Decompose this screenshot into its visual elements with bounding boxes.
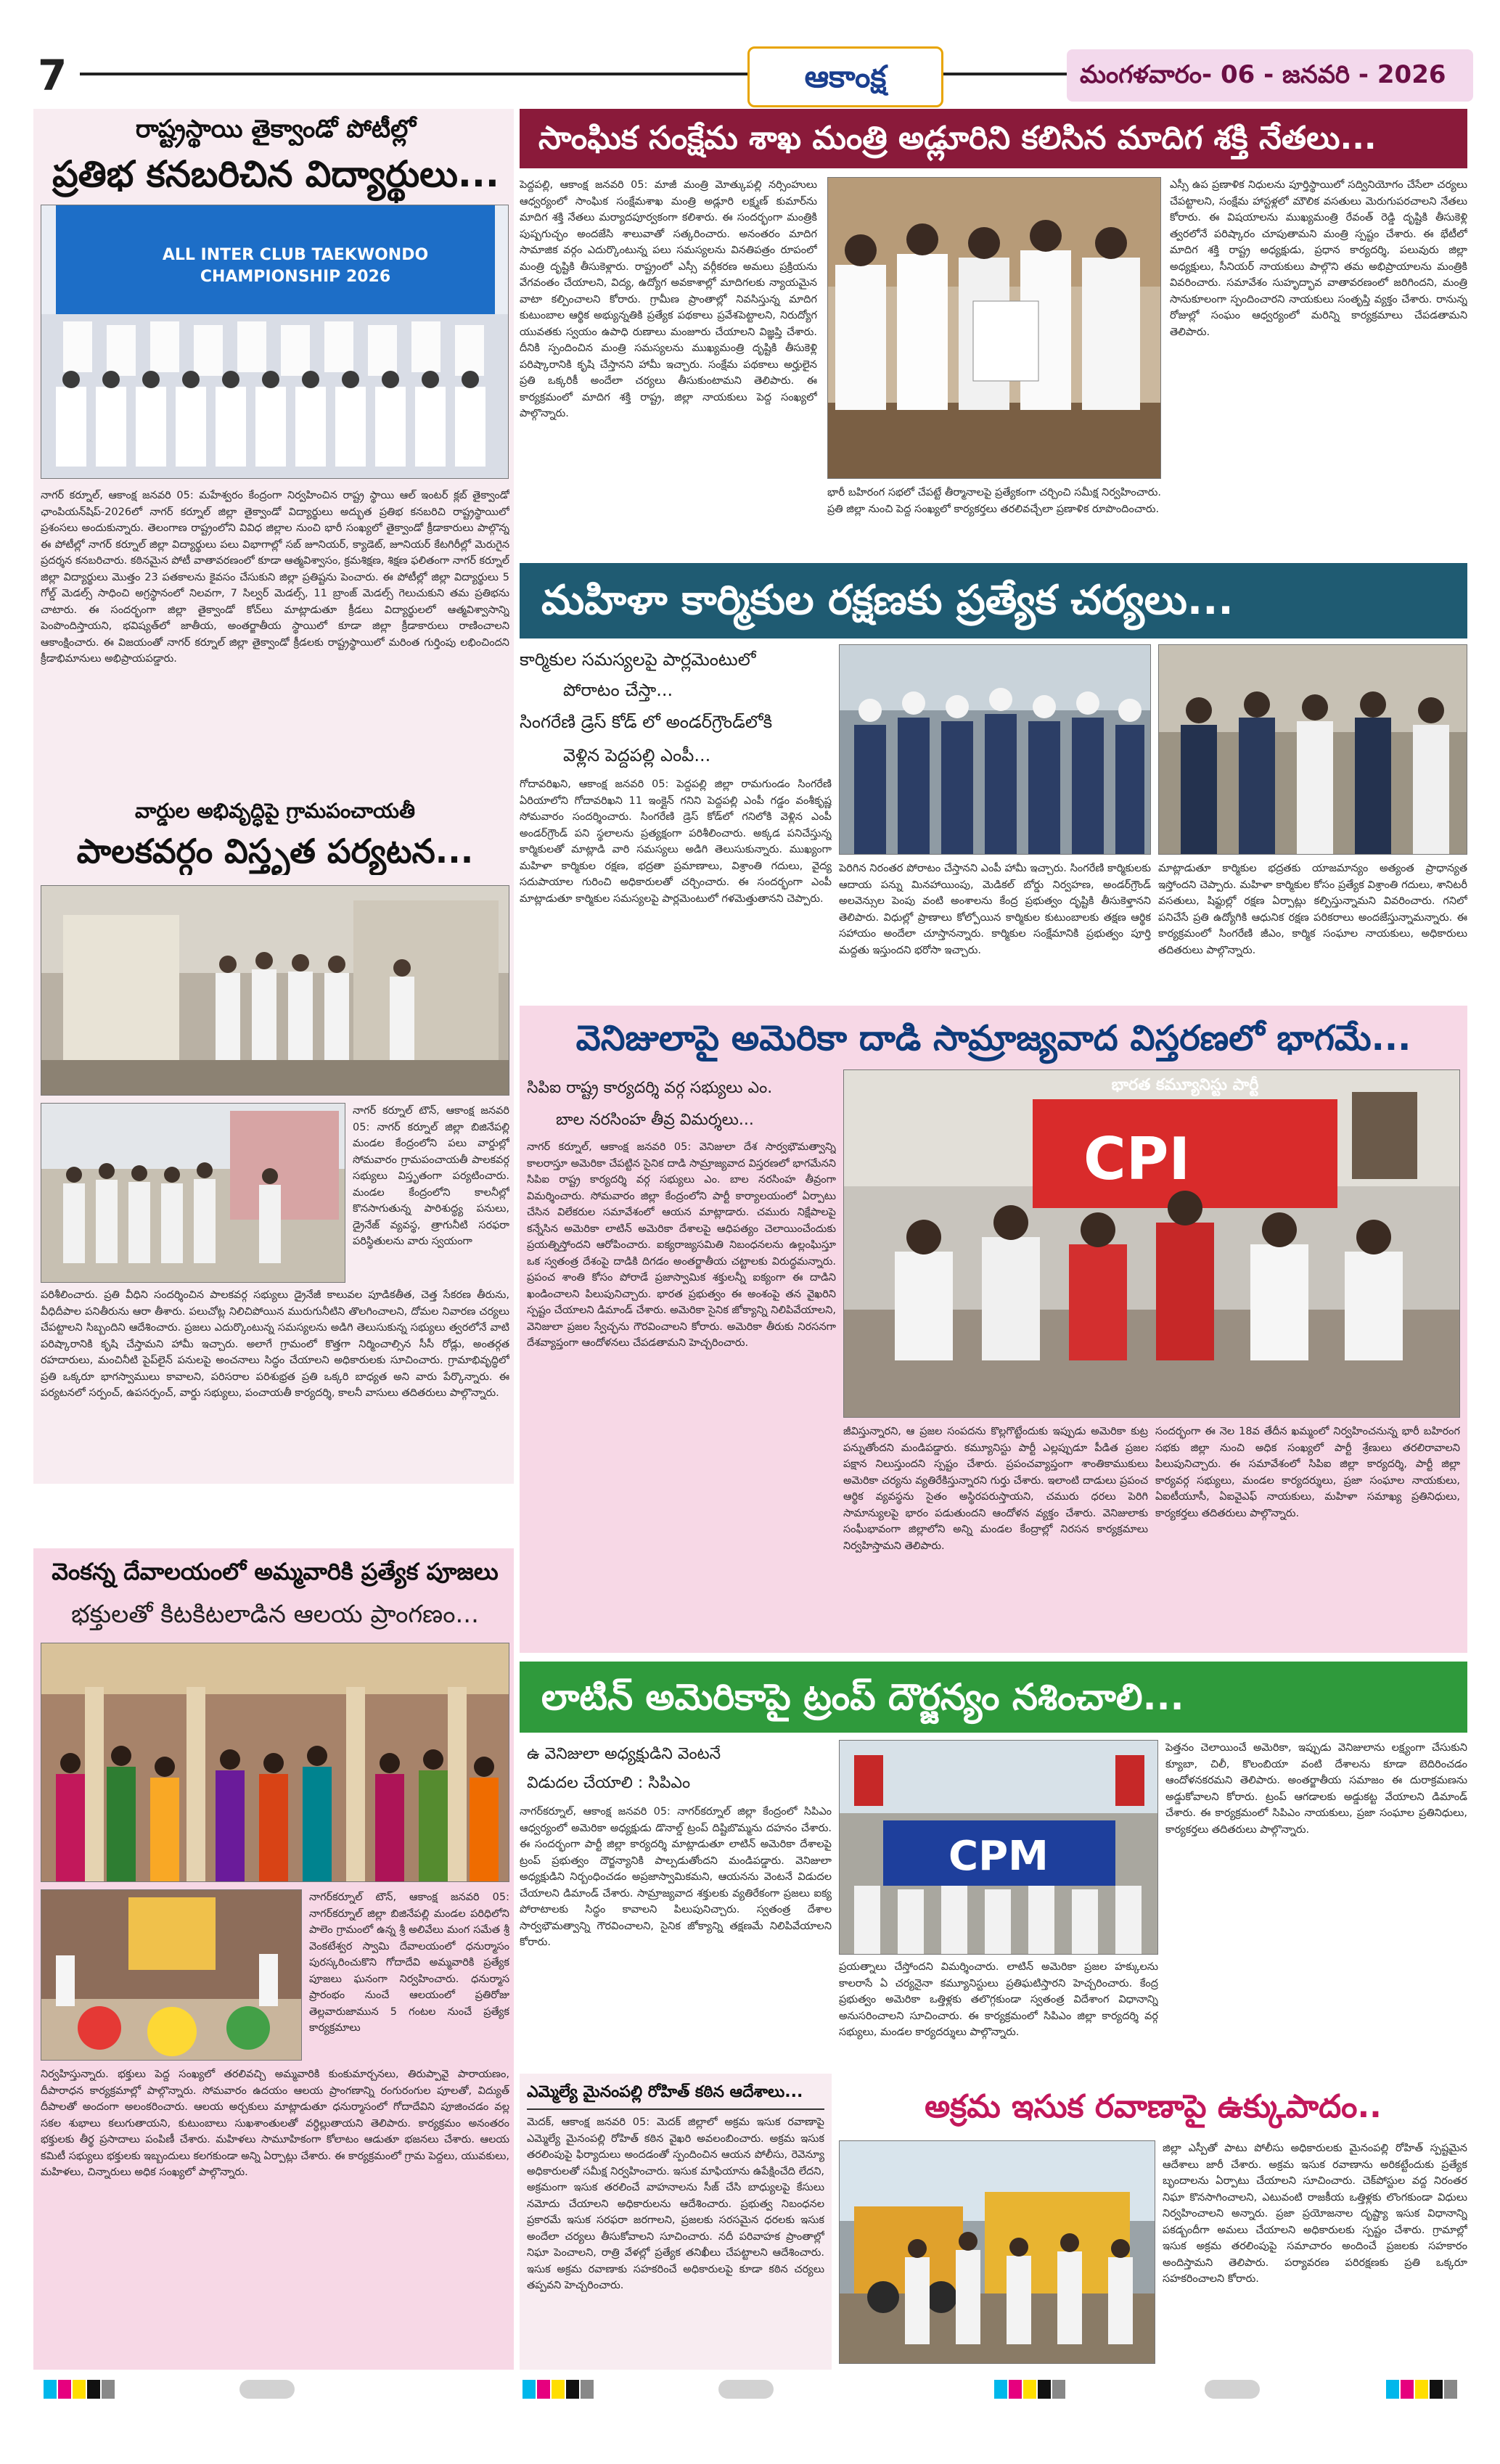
- taekwondo-body: నాగర్ కర్నూల్, ఆకాంక్ష జనవరి 05: మహేశ్వరం కేంద్రంగా నిర్వహించిన రాష్ట్ర స్థాయి ఆల్ ఇంటర్ క్లబ్ తైక్వాండో ఛాంపియన్‌షిప్-2026లో నాగర్ కర్నూల్ జిల్లా తైక్వాండో విద్యార్థులు అద్భుత ప్రతిభ కనబరిచి రాష్ట్రస్థాయిలో ప్రశంసలు అందుకున్నారు. తెలంగాణ రాష్ట్రంలోని వివిధ జిల్లాల నుంచి భారీ సంఖ్యలో తైక్వాండో క్రీడాకారులు పాల్గొన్న ఈ పోటీల్లో నాగర్ కర్నూల్ జిల్లా విద్యార్థులు పలు విభాగాల్లో సబ్ జూనియర్, క్యాడెట్, జూనియర్ కేటగిరీల్లో మెరుగైన ప్రదర్శన కనబరిచారు. కఠినమైన పోటీ వాతావరణంలో కూడా ఆత్మవిశ్వాసం, క్రమశిక్షణ, శిక్షణ ఫలితంగా నాగర్ కర్నూల్ జిల్లా విద్యార్థులు మొత్తం 23 పతకాలను కైవసం చేసుకుని జిల్లా ప్రతిష్టను పెంచారు. ఈ పోటీల్లో జిల్లా విద్యార్థులు 5 గోల్డ్ మెడల్స్ సాధించి అగ్రస్థానంలో నిలవగా, 7 సిల్వర్ మెడల్స్, 11 బ్రాంజ్ మెడల్స్ గెలుచుకుని తమ ప్రతిభను చాటారు. ఈ సందర్భంగా జిల్లా తైక్వాండో కోచ్‌లు మాట్లాడుతూ క్రీడలు విద్యార్థులలో ఆత్మవిశ్వాసాన్ని పెంపొందిస్తాయని, భవిష్యత్‌లో జాతీయ, అంతర్జాతీయ స్థాయిలో కూడా జిల్లా క్రీడాకారులు రాణించాలని ఆకాంక్షించారు. ఈ విజయంతో నాగర్ కర్నూల్ జిల్లా తైక్వాండో క్రీడలకు రాష్ట్రస్థాయిలో మరింత గుర్తింపు లభించిందని క్రీడాభిమానులు అభిప్రాయపడ్డారు.: [41, 490, 509, 665]
- village-body-top: నాగర్ కర్నూల్ టౌన్, ఆకాంక్ష జనవరి 05: నాగర్ కర్నూల్ జిల్లా బిజినేపల్లి మండల కేంద్రంలోని పలు వార్డుల్లో సోమవారం గ్రామపంచాయతీ పాలకవర్గ సభ్యులు విస్తృతంగా పర్యటించారు. మండల కేంద్రంలోని కాలనీల్లో కొనసాగుతున్న పారిశుద్ధ్య పనులు, డ్రైనేజ్ వ్యవస్థ, త్రాగునీటి సరఫరా పరిస్థితులను వారు స్వయంగా: [353, 1105, 509, 1247]
- sand-photo: [839, 2140, 1155, 2364]
- footer-registration-strip: [44, 2380, 1466, 2409]
- venezuela-body-right: సందర్భంగా ఈ నెల 18వ తేదీన ఖమ్మంలో నిర్వహించనున్న భారీ బహిరంగ సభకు జిల్లా నుంచి అధిక సంఖ్యలో పార్టీ శ్రేణులు తరలిరావాలని పిలుపునిచ్చారు. ఈ సమావేశంలో సిపిఐ జిల్లా కార్యదర్శి, పార్టీ జిల్లా కార్యవర్గ సభ్యులు, మండల కార్యదర్శులు, ప్రజా సంఘాల నాయకులు, ఏఐటీయూసీ, ఏఐవైఎఫ్ నాయకులు, మహిళా సమాఖ్య ప్రతినిధులు, కార్యకర్తలు తదితరులు పాల్గొన్నారు.: [1155, 1426, 1460, 1519]
- newspaper-logo: ఆకాంక్ష: [747, 46, 943, 107]
- latin-headline: లాటిన్ అమెరికాపై ట్రంప్ దౌర్జన్యం నశించాలి...: [520, 1662, 1467, 1733]
- sand-headline: అక్రమ ఇసుక రవాణాపై ఉక్కుపాదం..: [925, 2088, 1382, 2125]
- workers-subhead-4: వెళ్లిన పెద్దపల్లి ఎంపీ...: [563, 745, 711, 765]
- workers-photo-2: [1158, 644, 1467, 855]
- village-headline: పాలకవర్గం విస్తృత పర్యటన...: [76, 831, 474, 871]
- village-photo-2-graphic: [41, 1104, 345, 1283]
- latin-photo-graphic: [840, 1741, 1158, 1955]
- registration-pill: [718, 2380, 774, 2399]
- workers-subhead-3: సింగరేణి డ్రెస్ కోడ్ లో అండర్‌గ్రౌండ్‌లోకి: [520, 712, 773, 732]
- venezuela-body-left: నాగర్ కర్నూల్, ఆకాంక్ష జనవరి 05: వెనిజులా దేశ సార్వభౌమత్వాన్ని కాలరాస్తూ అమెరికా చేపట్టిన సైనిక దాడి సామ్రాజ్యవాద విస్తరణలో భాగమేనని సిపిఐ రాష్ట్ర కార్యదర్శి వర్గ సభ్యులు ఎం. బాల నరసింహ తీవ్రంగా విమర్శించారు. సోమవారం జిల్లా కేంద్రంలోని పార్టీ కార్యాలయంలో ఏర్పాటు చేసిన విలేకరుల సమావేశంలో ఆయన మాట్లాడారు. చమురు నిక్షేపాలపై కన్నేసిన అమెరికా లాటిన్ అమెరికా దేశాలపై ఆధిపత్యం చెలాయించేందుకు ప్రయత్నిస్తోందని ఆరోపించారు. ఐక్యరాజ్యసమితి నిబంధనలను ఉల్లంఘిస్తూ ఒక స్వతంత్ర దేశంపై దాడికి దిగడం అంతర్జాతీయ చట్టాలకు విరుద్ధమన్నారు. ప్రపంచ శాంతి కోసం పోరాడే ప్రజాస్వామిక శక్తులన్నీ ఐక్యంగా ఈ దాడిని ఖండించాలని పిలుపునిచ్చారు. భారత ప్రభుత్వం ఈ అంశంపై తన వైఖరిని స్పష్టం చేయాలని డిమాండ్ చేశారు. అమెరికా సైనిక జోక్యాన్ని నిలిపివేయాలని, వెనిజులా ప్రజల స్వేచ్ఛను గౌరవించాలని కోరారు. అమెరికా తీరుకు నిరసనగా దేశవ్యాప్తంగా ఆందోళనలు చేపడతామని హెచ్చరించారు.: [527, 1141, 836, 1349]
- workers-photo-1: [839, 644, 1151, 855]
- workers-photo-1-graphic: [840, 645, 1151, 855]
- color-registration-bars-icon: [522, 2380, 595, 2402]
- temple-photo-2-graphic: [41, 1890, 302, 2061]
- latin-subhead-1: ఉ వెనిజులా అధ్యక్షుడిని వెంటనే: [527, 1745, 721, 1763]
- color-registration-bars-icon: [1386, 2380, 1459, 2402]
- village-photo-1: [41, 885, 509, 1096]
- village-body: పరిశీలించారు. ప్రతి వీధిని సందర్శించిన పాలకవర్గ సభ్యులు డ్రైనేజీ కాలువల పూడికతీత, చెత్త సేకరణ తీరును, వీధిదీపాల పనితీరును ఆరా తీశారు. పలుచోట్ల నిలిచిపోయిన మురుగునీటిని తొలగించాలని, దోమల నివారణ చర్యలు చేపట్టాలని సిబ్బందిని ఆదేశించారు. ప్రజలు ఎదుర్కొంటున్న సమస్యలను అడిగి తెలుసుకున్న సభ్యులు త్వరలోనే వాటి పరిష్కారానికి కృషి చేస్తామని హామీ ఇచ్చారు. అలాగే గ్రామంలో కొత్తగా నిర్మించాల్సిన సీసీ రోడ్లు, అంతర్గత రహదారులు, మంచినీటి పైప్‌లైన్ పనులపై అంచనాలు సిద్ధం చేయాలని అధికారులకు సూచించారు. గ్రామాభివృద్ధిలో ప్రతి ఒక్కరూ భాగస్వాములు కావాలని, పరిసరాల పరిశుభ్రత ప్రతి ఒక్కరి బాధ్యత అని వారు పేర్కొన్నారు. ఈ పర్యటనలో సర్పంచ్, ఉపసర్పంచ్, వార్డు సభ్యులు, పంచాయతీ కార్యదర్శి, కాలనీ వాసులు తదితరులు పాల్గొన్నారు.: [41, 1289, 509, 1399]
- venezuela-photo: [843, 1069, 1460, 1418]
- dateline: మంగళవారం- 06 - జనవరి - 2026: [1067, 49, 1473, 102]
- taekwondo-headline: ప్రతిభ కనబరిచిన విద్యార్థులు...: [52, 153, 499, 195]
- venezuela-banner-text: భారత కమ్యూనిస్టు పార్టీ: [1111, 1076, 1259, 1094]
- svg-text:CPI: CPI: [1083, 1125, 1191, 1193]
- village-photo-2: [41, 1103, 345, 1283]
- venezuela-headline: వెనిజులాపై అమెరికా దాడి సామ్రాజ్యవాద విస్తరణలో భాగమే...: [575, 1018, 1411, 1059]
- color-registration-bars-icon: [44, 2380, 116, 2402]
- page-number: 7: [38, 51, 67, 100]
- venezuela-subhead-1: సిపిఐ రాష్ట్ర కార్యదర్శి వర్గ సభ్యులు ఎం.: [527, 1079, 773, 1097]
- workers-headline: మహిళా కార్మికుల రక్షణకు ప్రత్యేక చర్యలు...: [520, 563, 1467, 638]
- village-photo-1-graphic: [41, 886, 509, 1096]
- madiga-photo-graphic: [828, 178, 1161, 479]
- madiga-photo: [827, 177, 1161, 479]
- madiga-body-right: ఎస్సీ ఉప ప్రణాళిక నిధులను పూర్తిస్థాయిలో సద్వినియోగం చేసేలా చర్యలు చేపట్టాలని, సంక్షేమ హాస్టళ్లలో మౌలిక వసతులు మెరుగుపరచాలని నేతలు కోరారు. ఈ విషయాలను ముఖ్యమంత్రి రేవంత్ రెడ్డి దృష్టికి తీసుకెళ్లి త్వరలోనే పరిష్కారం చూపుతామని మంత్రి స్పష్టం చేశారు. ఈ భేటీలో మాదిగ శక్తి రాష్ట్ర అధ్యక్షుడు, ప్రధాన కార్యదర్శి, పలువురు జిల్లా అధ్యక్షులు, సీనియర్ నాయకులు పాల్గొని తమ అభిప్రాయాలను మంత్రికి వివరించారు. సమావేశం సుహృద్భావ వాతావరణంలో జరిగిందని, మంత్రి సానుకూలంగా స్పందించారని నాయకులు సంతృప్తి వ్యక్తం చేశారు. రానున్న రోజుల్లో సంఘం ఆధ్వర్యంలో మరిన్ని కార్యక్రమాలు చేపడతామని తెలిపారు.: [1170, 179, 1467, 338]
- venezuela-subhead-2: బాల నరసింహ తీవ్ర విమర్శలు...: [556, 1111, 754, 1129]
- latin-body-left: నాగర్‌కర్నూల్, ఆకాంక్ష జనవరి 05: నాగర్‌కర్నూల్ జిల్లా కేంద్రంలో సిపిఎం ఆధ్వర్యంలో అమెరికా అధ్యక్షుడు డొనాల్డ్ ట్రంప్ దిష్టిబొమ్మను దహనం చేశారు. ఈ సందర్భంగా పార్టీ జిల్లా కార్యదర్శి మాట్లాడుతూ లాటిన్ అమెరికా దేశాలపై ట్రంప్ ప్రభుత్వం దౌర్జన్యానికి పాల్పడుతోందని మండిపడ్డారు. వెనిజులా అధ్యక్షుడిని నిర్బంధించడం అప్రజాస్వామికమని, ఆయనను వెంటనే విడుదల చేయాలని డిమాండ్ చేశారు. సామ్రాజ్యవాద శక్తులకు వ్యతిరేకంగా ప్రజలు ఐక్య పోరాటాలకు సిద్ధం కావాలని పిలుపునిచ్చారు. స్వతంత్ర దేశాల సార్వభౌమత్వాన్ని గౌరవించాలని, సైనిక జోక్యాన్ని తక్షణమే నిలిపివేయాలని కోరారు.: [520, 1806, 832, 1948]
- workers-subhead-2: పోరాటం చేస్తా...: [563, 680, 673, 700]
- workers-body-mid: పెరిగిన నిరంతర పోరాటం చేస్తానని ఎంపీ హామీ ఇచ్చారు. సింగరేణి కార్మికులకు ఆదాయ పన్ను మినహాయింపు, మెడికల్ బోర్డు నిర్వహణ, అండర్‌గ్రౌండ్ అలవెన్సుల పెంపు వంటి అంశాలను కేంద్ర ప్రభుత్వం దృష్టికి తీసుకెళ్తానని తెలిపారు. విధుల్లో ప్రాణాలు కోల్పోయిన కార్మికుల కుటుంబాలకు తక్షణ ఆర్థిక సహాయం అందేలా చూస్తానన్నారు. కార్మికుల సంక్షేమానికి ప్రభుత్వం పూర్తి మద్దతు ఇస్తుందని భరోసా ఇచ్చారు.: [839, 863, 1151, 956]
- workers-photo-2-graphic: [1159, 645, 1467, 855]
- sand-body: జిల్లా ఎస్పీతో పాటు పోలీసు అధికారులకు మైనంపల్లి రోహిత్ స్పష్టమైన ఆదేశాలు జారీ చేశారు. అక్రమ ఇసుక రవాణాను అరికట్టేందుకు ప్రత్యేక బృందాలను ఏర్పాటు చేయాలని సూచించారు. చెక్‌పోస్టుల వద్ద నిరంతర నిఘా కొనసాగించాలని, ఎటువంటి రాజకీయ ఒత్తిళ్లకు లొంగకుండా విధులు నిర్వహించాలని అన్నారు. ప్రజా ప్రయోజనాల దృష్ట్యా ఇసుక విధానాన్ని పకడ్బందీగా అమలు చేయాలని అధికారులకు స్పష్టం చేశారు. గ్రామాల్లో ఇసుక అక్రమ తరలింపుపై సమాచారం అందించే ప్రజలకు సహకారం అందిస్తామని తెలిపారు. పర్యావరణ పరిరక్షణకు ప్రతి ఒక్కరూ సహకరించాలని కోరారు.: [1163, 2143, 1467, 2285]
- latin-photo: [839, 1740, 1158, 1955]
- latin-body-right: పెత్తనం చెలాయించే అమెరికా, ఇప్పుడు వెనిజులాను లక్ష్యంగా చేసుకుని క్యూబా, చిలీ, కొలంబియా వంటి దేశాలను కూడా బెదిరించడం ఆందోళనకరమని తెలిపారు. అంతర్జాతీయ సమాజం ఈ దురాక్రమణను అడ్డుకోవాలని కోరారు. ట్రంప్ ఆగడాలకు అడ్డుకట్ట వేయాలని డిమాండ్ చేశారు. ఈ కార్యక్రమంలో సిపిఎం నాయకులు, ప్రజా సంఘాల ప్రతినిధులు, కార్యకర్తలు తదితరులు పాల్గొన్నారు.: [1165, 1742, 1467, 1836]
- header-rule-right: [943, 73, 1067, 75]
- temple-photo-1-graphic: [41, 1643, 509, 1882]
- madiga-caption: భారీ బహిరంగ సభలో చేపట్టే తీర్మానాలపై ప్రత్యేకంగా చర్చించి సమీక్ష నిర్వహించారు. ప్రతి జిల్లా నుంచి పెద్ద సంఖ్యలో కార్యకర్తలు తరలివచ్చేలా ప్రణాళిక రూపొందించారు.: [827, 487, 1161, 515]
- venezuela-body-mid: జీవిస్తున్నారని, ఆ ప్రజల సంపదను కొల్లగొట్టేందుకు ఇప్పుడు అమెరికా కుట్ర పన్నుతోందని మండిపడ్డారు. కమ్యూనిస్టు పార్టీ ఎల్లప్పుడూ పీడిత ప్రజల పక్షాన నిలుస్తుందని స్పష్టం చేశారు. ప్రపంచవ్యాప్తంగా శాంతికాముకులు అమెరికా చర్యను వ్యతిరేకిస్తున్నారని గుర్తు చేశారు. ఇలాంటి దాడులు ప్రపంచ ఆర్థిక వ్యవస్థను సైతం అస్థిరపరుస్తాయని, చమురు ధరలు పెరిగి సామాన్యులపై భారం పడుతుందని ఆందోళన వ్యక్తం చేశారు. వెనిజులాకు సంఘీభావంగా జిల్లాలోని అన్ని మండల కేంద్రాల్లో నిరసన కార్యక్రమాలు నిర్వహిస్తామని తెలిపారు.: [843, 1426, 1148, 1552]
- madiga-body-left: పెద్దపల్లి, ఆకాంక్ష జనవరి 05: మాజీ మంత్రి మోత్కుపల్లి నర్సింహులు ఆధ్వర్యంలో సాంఘిక సంక్షేమశాఖ మంత్రి అడ్లూరి లక్ష్మణ్ కుమార్‌ను మాదిగ శక్తి నేతలు మర్యాదపూర్వకంగా కలిశారు. ఈ సందర్భంగా మంత్రికి పుష్పగుచ్ఛం అందజేసి శాలువాతో సత్కరించారు. అనంతరం మాదిగ సామాజిక వర్గం ఎదుర్కొంటున్న పలు సమస్యలను వినతిపత్రం రూపంలో మంత్రి దృష్టికి తీసుకెళ్లారు. రాష్ట్రంలో ఎస్సీ వర్గీకరణ అమలు ప్రక్రియను వేగవంతం చేయాలని, విద్య, ఉద్యోగ అవకాశాల్లో మాదిగలకు న్యాయమైన వాటా కల్పించాలని కోరారు. గ్రామీణ ప్రాంతాల్లో నివసిస్తున్న మాదిగ కుటుంబాల ఆర్థిక అభ్యున్నతికి ప్రత్యేక పథకాలు ప్రవేశపెట్టాలని, నిరుద్యోగ యువతకు స్వయం ఉపాధి రుణాలు మంజూరు చేయాలని విజ్ఞప్తి చేశారు. దీనికి స్పందించిన మంత్రి సమస్యలను ముఖ్యమంత్రి దృష్టికి తీసుకెళ్లి పరిష్కారానికి కృషి చేస్తానని హామీ ఇచ్చారు. సంక్షేమ పథకాలు అర్హులైన ప్రతి ఒక్కరికీ అందేలా చర్యలు తీసుకుంటామని తెలిపారు. ఈ కార్యక్రమంలో మాదిగ శక్తి రాష్ట్ర, జిల్లా నాయకులు పెద్ద సంఖ్యలో పాల్గొన్నారు.: [520, 179, 817, 419]
- venezuela-photo-graphic: [844, 1070, 1460, 1418]
- taekwondo-kicker: రాష్ట్రస్థాయి తైక్వాండో పోటీల్లో: [135, 115, 417, 144]
- temple-photo-1: [41, 1643, 509, 1882]
- svg-text:CPM: CPM: [948, 1833, 1049, 1880]
- village-kicker: వార్డుల అభివృద్ధిపై గ్రామపంచాయతీ: [135, 799, 415, 823]
- temple-body-top: నాగర్‌కర్నూల్ టౌన్, ఆకాంక్ష జనవరి 05: నాగర్‌కర్నూల్ జిల్లా బిజినేపల్లి మండల పరిధిలోని పాలెం గ్రామంలో ఉన్న శ్రీ అలివేలు మంగ సమేత శ్రీ వెంకటేశ్వర స్వామి దేవాలయంలో ధనుర్మాసం పురస్కరించుకొని గోదాదేవి అమ్మవారికి ప్రత్యేక పూజలు ఘనంగా నిర్వహించారు. ధనుర్మాస ప్రారంభం నుంచే ఆలయంలో ప్రతిరోజు తెల్లవారుజామున 5 గంటల నుంచే ప్రత్యేక కార్యక్రమాలు: [309, 1892, 509, 2034]
- workers-body-left: గోదావరిఖని, ఆకాంక్ష జనవరి 05: పెద్దపల్లి జిల్లా రామగుండం సింగరేణి ఏరియాలోని గోదావరిఖని 11 ఇంక్లైన్ గనిని పెద్దపల్లి ఎంపీ గడ్డం వంశీకృష్ణ సోమవారం సందర్శించారు. సింగరేణి డ్రెస్ కోడ్‌లో గనిలోకి వెళ్లిన ఎంపీ అండర్‌గ్రౌండ్ పని స్థలాలను ప్రత్యక్షంగా పరిశీలించారు. అక్కడ పనిచేస్తున్న కార్మికులతో మాట్లాడి వారి సమస్యలు అడిగి తెలుసుకున్నారు. ముఖ్యంగా మహిళా కార్మికుల రక్షణ, భద్రతా ప్రమాణాలు, విశ్రాంతి గదులు, వైద్య సదుపాయాల గురించి అధికారులతో చర్చించారు. ఈ సందర్భంగా ఎంపీ మాట్లాడుతూ కార్మికుల సమస్యలపై పార్లమెంటులో గళమెత్తుతానని చెప్పారు.: [520, 779, 832, 905]
- temple-body: నిర్వహిస్తున్నారు. భక్తులు పెద్ద సంఖ్యలో తరలివచ్చి అమ్మవారికి కుంకుమార్చనలు, తిరుప్పావై పారాయణం, దీపారాధన కార్యక్రమాల్లో పాల్గొన్నారు. సోమవారం ఉదయం ఆలయ ప్రాంగణాన్ని రంగురంగుల పూలతో, విద్యుత్ దీపాలతో అందంగా అలంకరించారు. ఆలయ అర్చకులు మాట్లాడుతూ ధనుర్మాసంలో గోదాదేవిని పూజించడం వల్ల సకల శుభాలు కలుగుతాయని, కుటుంబాలు సుఖశాంతులతో వర్ధిల్లుతాయని తెలిపారు. కార్యక్రమం అనంతరం భక్తులకు తీర్థ ప్రసాదాలు పంపిణీ చేశారు. మహిళలు సామూహికంగా కోలాటం ఆడుతూ భజనలు చేశారు. ఆలయ కమిటీ సభ్యులు భక్తులకు ఇబ్బందులు కలగకుండా అన్ని ఏర్పాట్లు చేశారు. ఈ కార్యక్రమంలో గ్రామ పెద్దలు, యువకులు, మహిళలు, చిన్నారులు అధిక సంఖ్యలో పాల్గొన్నారు.: [41, 2069, 509, 2178]
- registration-pill: [239, 2380, 295, 2399]
- registration-pill: [1205, 2380, 1260, 2399]
- taekwondo-photo: [41, 205, 509, 479]
- temple-subhead: భక్తులతో కిటకిటలాడిన ఆలయ ప్రాంగణం...: [71, 1600, 479, 1629]
- temple-headline: వెంకన్న దేవాలయంలో అమ్మవారికి ప్రత్యేక పూజలు: [52, 1558, 499, 1585]
- sand-photo-graphic: [840, 2141, 1155, 2364]
- temple-photo-2: [41, 1889, 302, 2061]
- mla-body: మెదక్, ఆకాంక్ష జనవరి 05: మెదక్ జిల్లాలో అక్రమ ఇసుక రవాణాపై ఎమ్మెల్యే మైనంపల్లి రోహిత్ కఠిన వైఖరి అవలంబించారు. అక్రమ ఇసుక తరలింపుపై ఫిర్యాదులు అందడంతో స్పందించిన ఆయన పోలీసు, రెవెన్యూ అధికారులతో సమీక్ష నిర్వహించారు. ఇసుక మాఫియాను ఉపేక్షించేది లేదని, అక్రమంగా ఇసుక తరలించే వాహనాలను సీజ్ చేసి బాధ్యులపై కేసులు నమోదు చేయాలని అధికారులను ఆదేశించారు. ప్రభుత్వ నిబంధనల ప్రకారమే ఇసుక సరఫరా జరగాలని, ప్రజలకు సరసమైన ధరలకు ఇసుక అందేలా చర్యలు తీసుకోవాలని సూచించారు. నదీ పరివాహక ప్రాంతాల్లో నిఘా పెంచాలని, రాత్రి వేళల్లో ప్రత్యేక తనిఖీలు చేపట్టాలని ఆదేశించారు. ఇసుక అక్రమ రవాణాకు సహకరించే అధికారులపై కూడా కఠిన చర్యలు తప్పవని హెచ్చరించారు.: [527, 2116, 824, 2291]
- color-registration-bars-icon: [994, 2380, 1067, 2402]
- workers-body-right: మాట్లాడుతూ కార్మికుల భద్రతకు యాజమాన్యం అత్యంత ప్రాధాన్యత ఇస్తోందని చెప్పారు. మహిళా కార్మికుల కోసం ప్రత్యేక విశ్రాంతి గదులు, శానిటరీ వసతులు, షిఫ్టుల్లో రక్షణ ఏర్పాట్లు కల్పిస్తున్నామని వివరించారు. గనిలో పనిచేసే ప్రతి ఉద్యోగికి ఆధునిక రక్షణ పరికరాలు అందజేస్తున్నామన్నారు. ఈ కార్యక్రమంలో సింగరేణి జీఎం, కార్మిక సంఘాల నాయకులు, అధికారులు తదితరులు పాల్గొన్నారు.: [1158, 863, 1467, 956]
- header-rule-left: [80, 73, 747, 75]
- latin-subhead-2: విడుదల చేయాలి : సిపిఎం: [527, 1774, 691, 1792]
- madiga-headline: సాంఘిక సంక్షేమ శాఖ మంత్రి అడ్లూరిని కలిసిన మాదిగ శక్తి నేతలు...: [520, 109, 1467, 168]
- mla-headline: ఎమ్మెల్యే మైనంపల్లి రోహిత్ కఠిన ఆదేశాలు...: [527, 2077, 824, 2110]
- latin-body-mid: ప్రయత్నాలు చేస్తోందని విమర్శించారు. లాటిన్ అమెరికా ప్రజల హక్కులను కాలరాసే ఏ చర్యనైనా కమ్యూనిస్టులు ప్రతిఘటిస్తారని హెచ్చరించారు. కేంద్ర ప్రభుత్వం అమెరికా ఒత్తిళ్లకు తలొగ్గకుండా స్వతంత్ర విదేశాంగ విధానాన్ని అనుసరించాలని సూచించారు. ఈ కార్యక్రమంలో సిపిఎం జిల్లా కార్యదర్శి వర్గ సభ్యులు, మండల కార్యదర్శులు పాల్గొన్నారు.: [839, 1961, 1158, 2038]
- workers-subhead-1: కార్మికుల సమస్యలపై పార్లమెంటులో: [520, 649, 756, 670]
- taekwondo-banner-text: ALL INTER CLUB TAEKWONDO CHAMPIONSHIP 2026: [162, 246, 429, 286]
